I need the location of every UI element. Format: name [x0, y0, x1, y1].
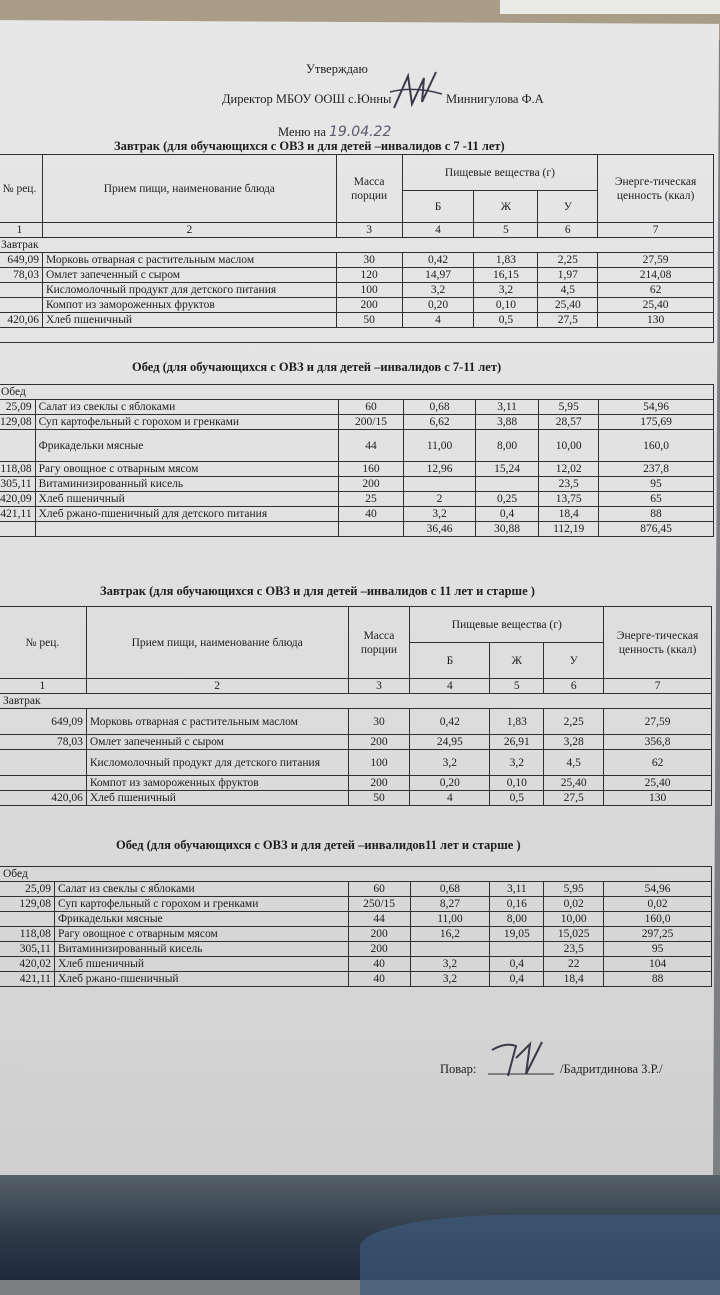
- breakfast-1-title: Завтрак (для обучающихся с ОВЗ и для детей –инвалидов с 7 -11 лет): [114, 139, 505, 153]
- table-row: [0, 942, 712, 957]
- portion-mass: 60: [348, 882, 410, 897]
- dish-name: Витаминизированный кисель: [54, 942, 348, 957]
- protein-value: 11,00: [410, 912, 490, 927]
- energy-value: 95: [599, 477, 714, 492]
- protein-value: [404, 477, 475, 492]
- dish-name: Хлеб пшеничный: [42, 313, 336, 328]
- table-row: [0, 462, 714, 477]
- col-nutrients: Пищевые вещества (г): [402, 155, 598, 191]
- carb-value: 22: [544, 957, 604, 972]
- protein-value: 0,42: [402, 253, 474, 268]
- carb-value: 5,95: [544, 882, 604, 897]
- fat-value: [475, 477, 539, 492]
- director-name: Миннигулова Ф.А: [446, 92, 544, 106]
- menu-prefix: Меню на: [278, 125, 326, 139]
- lunch-1-table: [0, 384, 714, 537]
- portion-mass: 30: [348, 709, 410, 735]
- table-row: [0, 791, 712, 806]
- energy-value: 25,40: [604, 776, 712, 791]
- table-row: [0, 477, 714, 492]
- total-b: 36,46: [404, 522, 475, 537]
- table-row: [0, 298, 714, 313]
- portion-mass: 50: [336, 313, 402, 328]
- portion-mass: 44: [338, 430, 404, 462]
- energy-value: 95: [604, 942, 712, 957]
- lunch-2-title: Обед (для обучающихся с ОВЗ и для детей –инвалидов11 лет и старше ): [116, 838, 521, 852]
- recipe-number: 129,08: [0, 415, 35, 430]
- carb-value: 4,5: [538, 283, 598, 298]
- protein-value: 14,97: [402, 268, 474, 283]
- menu-date: 19.04.22: [329, 124, 392, 140]
- col-index: 1: [0, 223, 42, 238]
- cook-name: /Бадритдинова З.Р./: [560, 1062, 663, 1076]
- section-label: Завтрак: [0, 238, 714, 253]
- energy-value: 130: [604, 791, 712, 806]
- energy-value: 237,8: [599, 462, 714, 477]
- dish-name: Компот из замороженных фруктов: [86, 776, 348, 791]
- fat-value: 1,83: [490, 709, 544, 735]
- col-index: 7: [598, 223, 714, 238]
- section-label: Завтрак: [0, 694, 712, 709]
- energy-value: 88: [599, 507, 714, 522]
- col-index: 6: [544, 679, 604, 694]
- fat-value: 3,11: [490, 882, 544, 897]
- dish-name: Суп картофельный с горохом и гренками: [35, 415, 338, 430]
- total-kcal: 876,45: [599, 522, 714, 537]
- fat-value: 3,11: [475, 400, 539, 415]
- director-signature: [386, 68, 446, 114]
- portion-mass: 60: [338, 400, 404, 415]
- portion-mass: 100: [348, 750, 410, 776]
- protein-value: 12,96: [404, 462, 475, 477]
- protein-value: 0,20: [410, 776, 490, 791]
- director-title: Директор МБОУ ООШ с.Юнны: [222, 92, 392, 106]
- dish-name: Компот из замороженных фруктов: [42, 298, 336, 313]
- carb-value: 28,57: [539, 415, 599, 430]
- fat-value: 0,16: [490, 897, 544, 912]
- energy-value: 62: [604, 750, 712, 776]
- dish-name: Суп картофельный с горохом и гренками: [54, 897, 348, 912]
- energy-value: 25,40: [598, 298, 714, 313]
- breakfast-1-table: [0, 154, 714, 343]
- dish-name: Фрикадельки мясные: [35, 430, 338, 462]
- col-index: 4: [410, 679, 490, 694]
- portion-mass: 200: [338, 477, 404, 492]
- col-index: 6: [538, 223, 598, 238]
- energy-value: 160,0: [604, 912, 712, 927]
- energy-value: 62: [598, 283, 714, 298]
- dish-name: Хлеб пшеничный: [86, 791, 348, 806]
- fat-value: 3,2: [490, 750, 544, 776]
- fat-value: 3,2: [474, 283, 538, 298]
- table-row: [0, 492, 714, 507]
- table-row: [0, 912, 712, 927]
- col-zh: Ж: [474, 191, 538, 223]
- carb-value: 10,00: [544, 912, 604, 927]
- recipe-number: 420,02: [0, 957, 54, 972]
- col-index: 5: [490, 679, 544, 694]
- total-u: 112,19: [539, 522, 599, 537]
- table-row: [0, 882, 712, 897]
- recipe-number: 118,08: [0, 462, 35, 477]
- table-row: [0, 972, 712, 987]
- energy-value: 160,0: [599, 430, 714, 462]
- col-index: 2: [42, 223, 336, 238]
- portion-mass: 160: [338, 462, 404, 477]
- portion-mass: 120: [336, 268, 402, 283]
- recipe-number: [0, 430, 35, 462]
- carb-value: 12,02: [539, 462, 599, 477]
- col-index: 3: [336, 223, 402, 238]
- portion-mass: 200: [336, 298, 402, 313]
- col-name: Прием пищи, наименование блюда: [42, 155, 336, 223]
- col-index: 3: [348, 679, 410, 694]
- portion-mass: 200: [348, 776, 410, 791]
- fat-value: 16,15: [474, 268, 538, 283]
- energy-value: 356,8: [604, 735, 712, 750]
- table-row: [0, 415, 714, 430]
- recipe-number: 78,03: [0, 268, 42, 283]
- carb-value: 0,02: [544, 897, 604, 912]
- carb-value: 27,5: [544, 791, 604, 806]
- recipe-number: 129,08: [0, 897, 54, 912]
- breakfast-2-title: Завтрак (для обучающихся с ОВЗ и для детей –инвалидов с 11 лет и старше ): [100, 584, 535, 598]
- table-row: [0, 507, 714, 522]
- carb-value: 18,4: [539, 507, 599, 522]
- col-b: Б: [402, 191, 474, 223]
- fat-value: 26,91: [490, 735, 544, 750]
- table-row: [0, 709, 712, 735]
- lunch-2-table: [0, 866, 712, 987]
- portion-mass: 30: [336, 253, 402, 268]
- energy-value: 175,69: [599, 415, 714, 430]
- col-nutrients: Пищевые вещества (г): [410, 607, 604, 643]
- breakfast-2-table: [0, 606, 712, 806]
- dish-name: Рагу овощное с отварным мясом: [35, 462, 338, 477]
- dish-name: Хлеб ржано-пшеничный: [54, 972, 348, 987]
- recipe-number: 305,11: [0, 477, 35, 492]
- section-label: Обед: [0, 867, 712, 882]
- carb-value: 25,40: [538, 298, 598, 313]
- col-energy: Энерге-тическая ценность (ккал): [598, 155, 714, 223]
- carb-value: 25,40: [544, 776, 604, 791]
- protein-value: 0,42: [410, 709, 490, 735]
- recipe-number: [0, 912, 54, 927]
- menu-date-label: [278, 124, 391, 140]
- dish-name: Хлеб пшеничный: [35, 492, 338, 507]
- fat-value: 3,88: [475, 415, 539, 430]
- recipe-number: 25,09: [0, 400, 35, 415]
- fat-value: 0,5: [474, 313, 538, 328]
- dish-name: Витаминизированный кисель: [35, 477, 338, 492]
- portion-mass: 250/15: [348, 897, 410, 912]
- col-num: № рец.: [0, 607, 86, 679]
- table-row: [0, 957, 712, 972]
- col-b: Б: [410, 643, 490, 679]
- dish-name: Хлеб пшеничный: [54, 957, 348, 972]
- carb-value: 2,25: [538, 253, 598, 268]
- dish-name: Морковь отварная с растительным маслом: [86, 709, 348, 735]
- fabric-shadow: [360, 1215, 720, 1295]
- recipe-number: 420,09: [0, 492, 35, 507]
- section-label: Обед: [0, 385, 714, 400]
- col-num: № рец.: [0, 155, 42, 223]
- fat-value: 0,4: [490, 957, 544, 972]
- fat-value: 8,00: [490, 912, 544, 927]
- col-u: У: [544, 643, 604, 679]
- table-row: [0, 750, 712, 776]
- protein-value: 16,2: [410, 927, 490, 942]
- col-index: 7: [604, 679, 712, 694]
- col-index: 5: [474, 223, 538, 238]
- energy-value: 27,59: [604, 709, 712, 735]
- fat-value: 0,10: [474, 298, 538, 313]
- protein-value: 0,20: [402, 298, 474, 313]
- dish-name: Салат из свеклы с яблоками: [35, 400, 338, 415]
- energy-value: 297,25: [604, 927, 712, 942]
- fat-value: 1,83: [474, 253, 538, 268]
- protein-value: 3,2: [410, 750, 490, 776]
- dish-name: Рагу овощное с отварным мясом: [54, 927, 348, 942]
- recipe-number: 118,08: [0, 927, 54, 942]
- fat-value: 0,10: [490, 776, 544, 791]
- table-row: [0, 927, 712, 942]
- portion-mass: 40: [338, 507, 404, 522]
- recipe-number: [0, 750, 86, 776]
- energy-value: 104: [604, 957, 712, 972]
- energy-value: 54,96: [599, 400, 714, 415]
- carb-value: 3,28: [544, 735, 604, 750]
- table-row: [0, 776, 712, 791]
- recipe-number: [0, 298, 42, 313]
- portion-mass: 44: [348, 912, 410, 927]
- portion-mass: 50: [348, 791, 410, 806]
- energy-value: 54,96: [604, 882, 712, 897]
- energy-value: 130: [598, 313, 714, 328]
- col-index: 2: [86, 679, 348, 694]
- protein-value: 4: [402, 313, 474, 328]
- energy-value: 0,02: [604, 897, 712, 912]
- energy-value: 88: [604, 972, 712, 987]
- fat-value: 0,4: [475, 507, 539, 522]
- carb-value: 23,5: [539, 477, 599, 492]
- protein-value: 3,2: [410, 957, 490, 972]
- recipe-number: 25,09: [0, 882, 54, 897]
- lunch-1-title: Обед (для обучающихся с ОВЗ и для детей –инвалидов с 7-11 лет): [132, 360, 502, 374]
- protein-value: 4: [410, 791, 490, 806]
- recipe-number: 305,11: [0, 942, 54, 957]
- protein-value: 8,27: [410, 897, 490, 912]
- col-mass: Масса порции: [336, 155, 402, 223]
- recipe-number: 420,06: [0, 791, 86, 806]
- portion-mass: 100: [336, 283, 402, 298]
- protein-value: [410, 942, 490, 957]
- table-row: [0, 735, 712, 750]
- table-row: [0, 313, 714, 328]
- carb-value: 1,97: [538, 268, 598, 283]
- recipe-number: 421,11: [0, 972, 54, 987]
- col-zh: Ж: [490, 643, 544, 679]
- dish-name: Фрикадельки мясные: [54, 912, 348, 927]
- fat-value: 0,4: [490, 972, 544, 987]
- dish-name: Омлет запеченный с сыром: [42, 268, 336, 283]
- dish-name: Кисломолочный продукт для детского питания: [42, 283, 336, 298]
- portion-mass: 200: [348, 735, 410, 750]
- cook-signature: [486, 1036, 556, 1082]
- protein-value: 24,95: [410, 735, 490, 750]
- portion-mass: 40: [348, 957, 410, 972]
- dish-name: Кисломолочный продукт для детского питания: [86, 750, 348, 776]
- portion-mass: 25: [338, 492, 404, 507]
- protein-value: 3,2: [402, 283, 474, 298]
- table-row: [0, 253, 714, 268]
- recipe-number: [0, 776, 86, 791]
- fat-value: 19,05: [490, 927, 544, 942]
- portion-mass: 200: [348, 942, 410, 957]
- carb-value: 18,4: [544, 972, 604, 987]
- recipe-number: 649,09: [0, 253, 42, 268]
- energy-value: 65: [599, 492, 714, 507]
- table-row: [0, 283, 714, 298]
- col-energy: Энерге-тическая ценность (ккал): [604, 607, 712, 679]
- fat-value: 15,24: [475, 462, 539, 477]
- carb-value: 4,5: [544, 750, 604, 776]
- fat-value: [490, 942, 544, 957]
- fat-value: 8,00: [475, 430, 539, 462]
- carb-value: 5,95: [539, 400, 599, 415]
- protein-value: 11,00: [404, 430, 475, 462]
- recipe-number: 649,09: [0, 709, 86, 735]
- dish-name: Омлет запеченный с сыром: [86, 735, 348, 750]
- protein-value: 3,2: [404, 507, 475, 522]
- dish-name: Морковь отварная с растительным маслом: [42, 253, 336, 268]
- fat-value: 0,5: [490, 791, 544, 806]
- recipe-number: [0, 283, 42, 298]
- recipe-number: 78,03: [0, 735, 86, 750]
- col-u: У: [538, 191, 598, 223]
- portion-mass: 40: [348, 972, 410, 987]
- recipe-number: 420,06: [0, 313, 42, 328]
- protein-value: 6,62: [404, 415, 475, 430]
- carb-value: 23,5: [544, 942, 604, 957]
- carb-value: 10,00: [539, 430, 599, 462]
- col-name: Прием пищи, наименование блюда: [86, 607, 348, 679]
- protein-value: 0,68: [410, 882, 490, 897]
- dish-name: Хлеб ржано-пшеничный для детского питания: [35, 507, 338, 522]
- approve-label: Утверждаю: [306, 62, 368, 76]
- energy-value: 27,59: [598, 253, 714, 268]
- carb-value: 13,75: [539, 492, 599, 507]
- portion-mass: 200: [348, 927, 410, 942]
- cook-label: Повар:: [440, 1062, 477, 1076]
- carb-value: 2,25: [544, 709, 604, 735]
- col-index: 1: [0, 679, 86, 694]
- blank-row: [0, 328, 714, 343]
- energy-value: 214,08: [598, 268, 714, 283]
- col-index: 4: [402, 223, 474, 238]
- portion-mass: 200/15: [338, 415, 404, 430]
- protein-value: 0,68: [404, 400, 475, 415]
- table-row: [0, 268, 714, 283]
- table-row: [0, 430, 714, 462]
- carb-value: 15,025: [544, 927, 604, 942]
- fat-value: 0,25: [475, 492, 539, 507]
- col-mass: Масса порции: [348, 607, 410, 679]
- dish-name: Салат из свеклы с яблоками: [54, 882, 348, 897]
- recipe-number: 421,11: [0, 507, 35, 522]
- table-row: [0, 897, 712, 912]
- table-row: [0, 400, 714, 415]
- protein-value: 2: [404, 492, 475, 507]
- protein-value: 3,2: [410, 972, 490, 987]
- total-zh: 30,88: [475, 522, 539, 537]
- carb-value: 27,5: [538, 313, 598, 328]
